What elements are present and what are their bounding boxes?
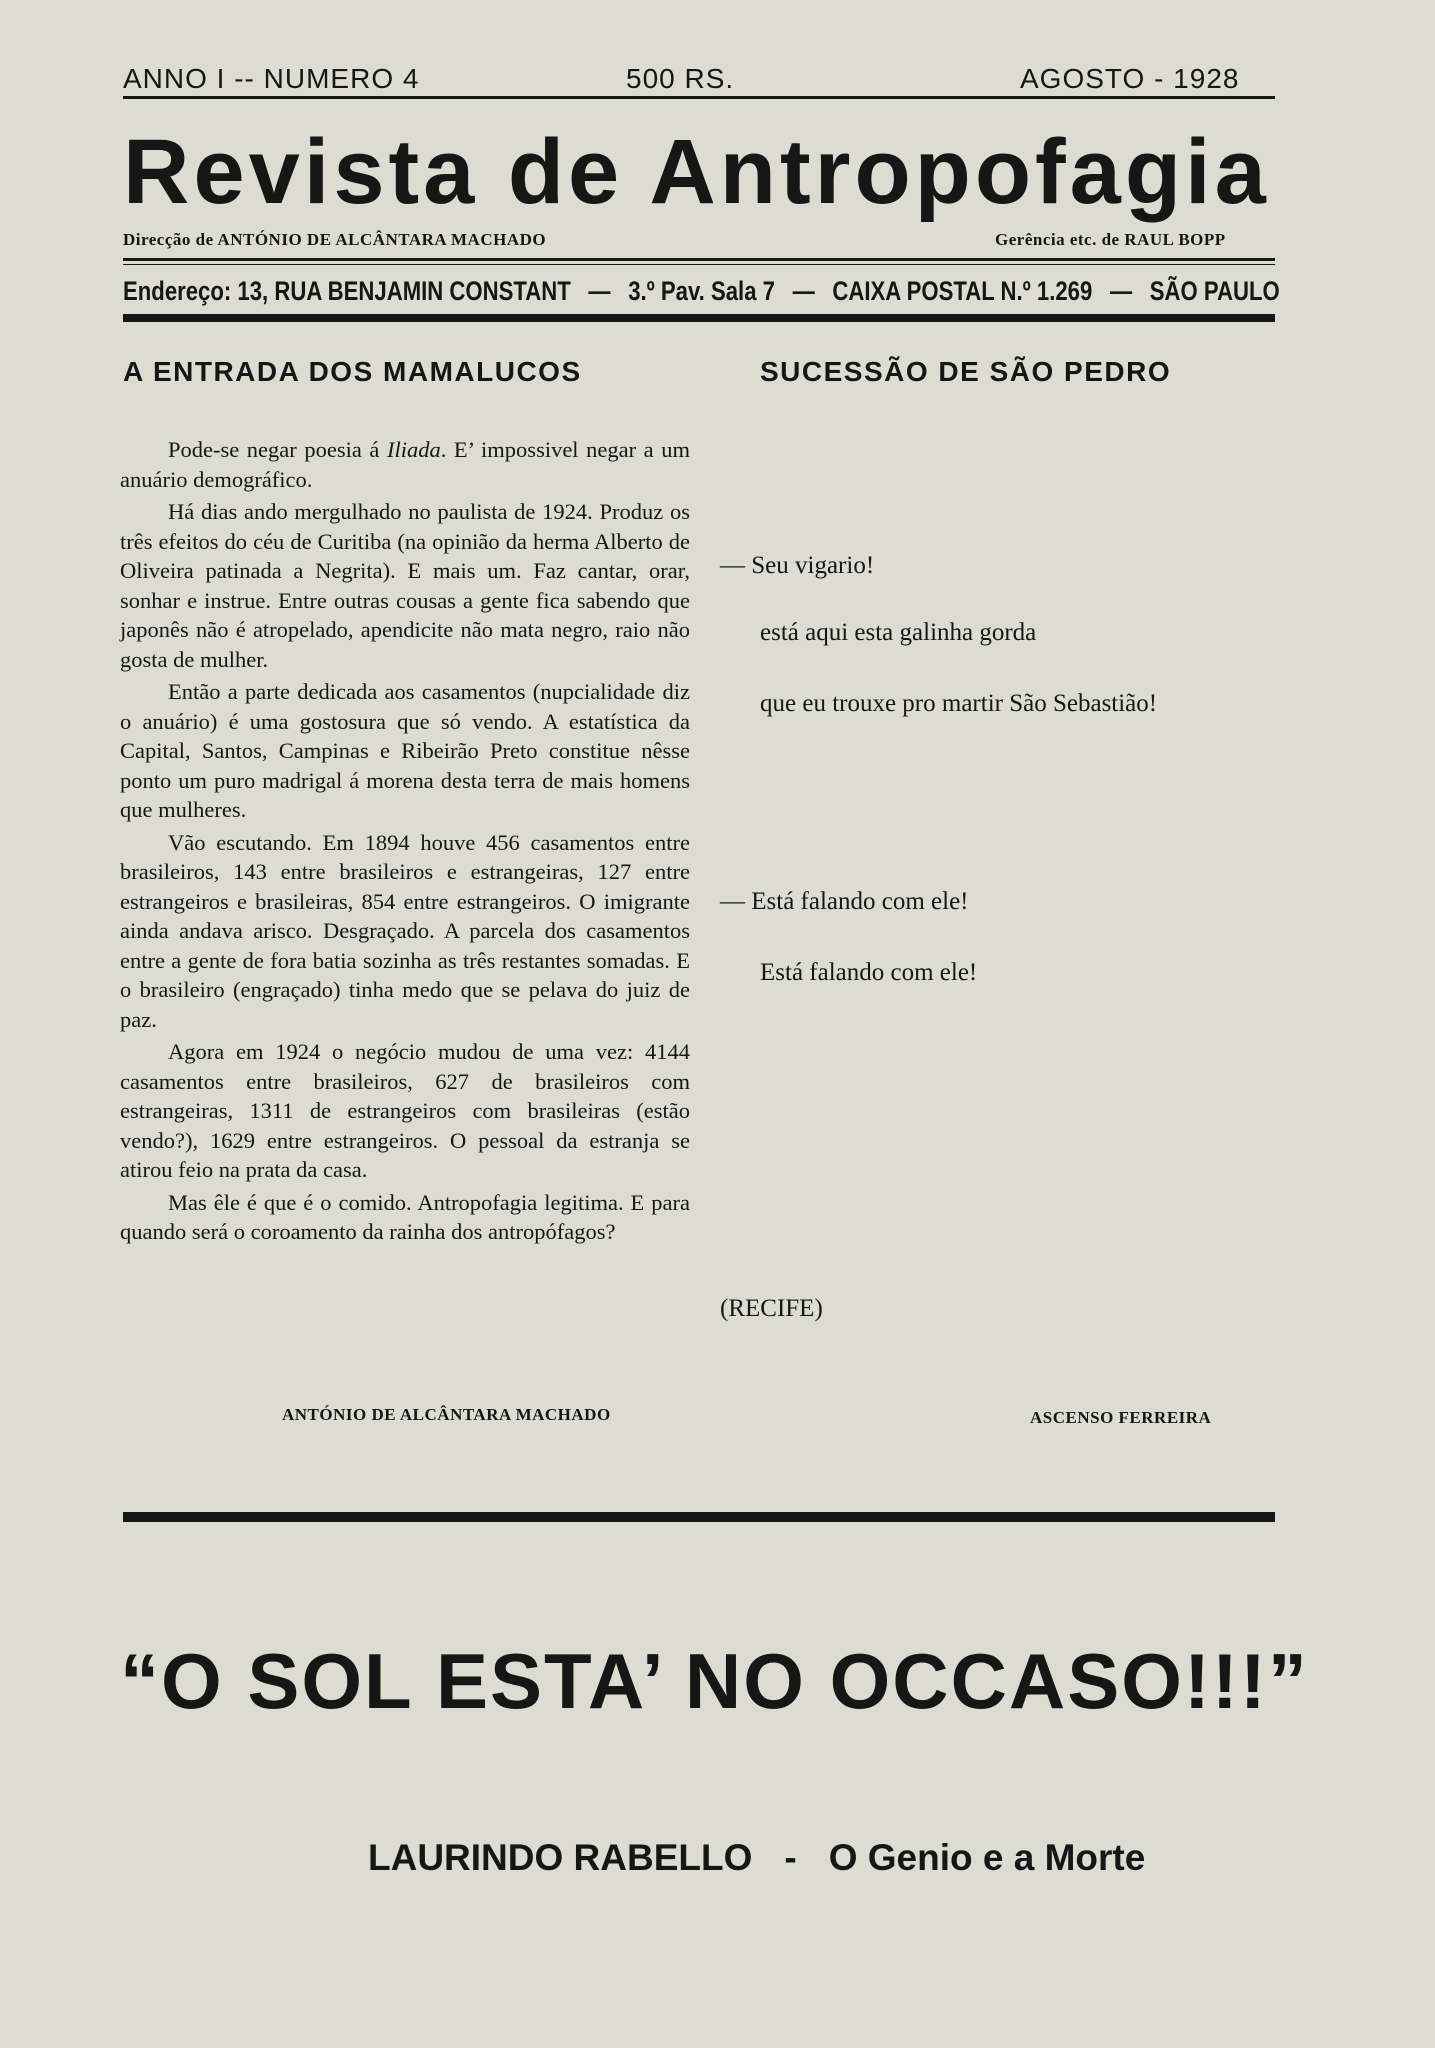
masthead-title: Revista de Antropofagia bbox=[123, 121, 1270, 223]
paragraph-text: Pode-se negar poesia á bbox=[168, 437, 387, 462]
masthead-rule bbox=[123, 258, 1275, 261]
issue-number: ANNO I -- NUMERO 4 bbox=[123, 63, 420, 94]
poem-line: que eu trouxe pro martir São Sebastião! bbox=[760, 690, 1158, 717]
address-floor: 3.º Pav. Sala 7 bbox=[628, 276, 775, 306]
article-paragraph: Agora em 1924 o negócio mudou de uma vez: 4144 casamentos entre brasileiros, 627 de brasileiros com estrangeiras, 1311 de estrangeiros com brasileiras (estão vendo?), 1629 entre estrangeiros. O pessoal da estranja se atirou feio na prata da casa. bbox=[120, 1039, 690, 1182]
address-dash: — bbox=[588, 276, 611, 306]
left-article-signature: ANTÓNIO DE ALCÂNTARA MACHADO bbox=[282, 1405, 611, 1424]
poem-line: está aqui esta galinha gorda bbox=[760, 619, 1037, 646]
article-paragraph: Então a parte dedicada aos casamentos (nupcialidade diz o anuário) é uma gostosura que só vendo. A estatística da Capital, Santos, Campinas e Ribeirão Preto constitue nêsse ponto um puro madrigal á morena desta terra de mais homens que mulheres. bbox=[120, 679, 690, 822]
footer-work: O Genio e a Morte bbox=[828, 1837, 1146, 1878]
article-paragraph: Mas êle é que é o comido. Antropofagia legitima. E para quando será o coroamento da rainha dos antropófagos? bbox=[120, 1189, 690, 1244]
headline: “O SOL ESTA’ NO OCCASO!!!” bbox=[120, 1637, 1309, 1725]
address-city: SÃO PAULO bbox=[1149, 276, 1280, 306]
address-line bbox=[123, 274, 1291, 308]
address-dash: — bbox=[1109, 276, 1133, 306]
price: 500 RS. bbox=[626, 63, 735, 94]
article-paragraph bbox=[120, 435, 690, 494]
article-paragraph: Há dias ando mergulhado no paulista de 1924. Produz os três efeitos do céu de Curitiba (na opinião da herma Alberto de Oliveira patinada a Negrita). E mais um. Faz cantar, orar, sonhar e instrue. Entre outras cousas a gente fica sabendo que japonês não é atropelado, apendicite não mata negro, raio não gosta de mulher. bbox=[120, 499, 690, 672]
bottom-rule bbox=[123, 1512, 1275, 1522]
address-postbox: CAIXA POSTAL N.º 1.269 bbox=[832, 276, 1093, 306]
management-credit: Gerência etc. de RAUL BOPP bbox=[995, 230, 1226, 249]
poem-line: — Está falando com ele! bbox=[720, 888, 969, 915]
address-rule bbox=[123, 314, 1275, 322]
paragraph-text: . E’ impossivel negar a um anuário demográfico. bbox=[120, 437, 690, 492]
direction-credit: Direcção de ANTÓNIO DE ALCÂNTARA MACHADO bbox=[123, 230, 547, 249]
left-article-title: A ENTRADA DOS MAMALUCOS bbox=[123, 356, 582, 387]
right-article-title: SUCESSÃO DE SÃO PEDRO bbox=[760, 356, 1172, 387]
right-article-signature: ASCENSO FERREIRA bbox=[1030, 1408, 1212, 1427]
poem-place: (RECIFE) bbox=[720, 1295, 823, 1322]
address-dash: — bbox=[792, 276, 815, 306]
iliada-title: Iliada bbox=[386, 437, 441, 462]
footer-line bbox=[368, 1836, 1145, 1880]
footer-dash: - bbox=[784, 1837, 797, 1878]
article-paragraph: Vão escutando. Em 1894 houve 456 casamentos entre brasileiros, 143 entre brasileiros e estrangeiras, 127 entre estrangeiros e brasileiras, 854 entre estrangeiros. O imigrante ainda andava arisco. Desgraçado. A parcela dos casamentos entre a gente de fora batia sozinha as três restantes somadas. E o brasileiro (engraçado) tinha medo que se pelava do juiz de paz. bbox=[120, 829, 690, 1032]
footer-author: LAURINDO RABELLO bbox=[368, 1837, 753, 1878]
masthead-rule-thin bbox=[123, 264, 1275, 265]
address-street: Endereço: 13, RUA BENJAMIN CONSTANT bbox=[123, 276, 571, 306]
left-article-body bbox=[120, 435, 690, 1250]
top-rule bbox=[123, 96, 1275, 99]
poem-line: Está falando com ele! bbox=[760, 959, 978, 986]
issue-date: AGOSTO - 1928 bbox=[1020, 63, 1240, 94]
poem-line: — Seu vigario! bbox=[720, 552, 875, 579]
